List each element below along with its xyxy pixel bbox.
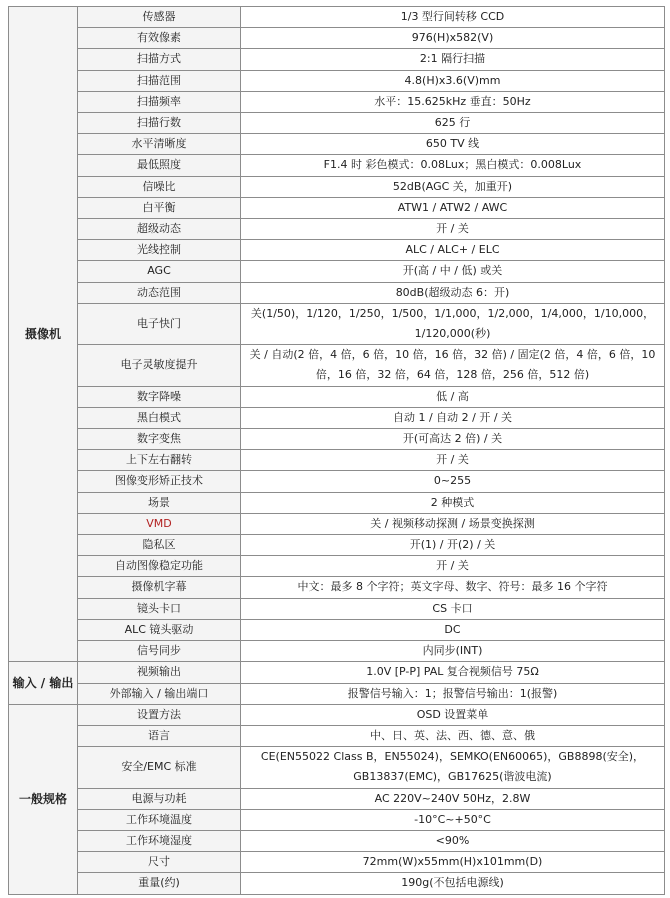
spec-label: 扫描方式 bbox=[78, 49, 241, 70]
spec-row bbox=[9, 492, 665, 513]
spec-row bbox=[9, 28, 665, 49]
spec-row bbox=[9, 155, 665, 176]
spec-label: 工作环境温度 bbox=[78, 809, 241, 830]
spec-label: 扫描范围 bbox=[78, 70, 241, 91]
spec-row bbox=[9, 386, 665, 407]
spec-value: -10°C~+50°C bbox=[241, 809, 665, 830]
spec-value: 1.0V [P-P] PAL 复合视频信号 75Ω bbox=[241, 662, 665, 683]
spec-row bbox=[9, 662, 665, 683]
spec-row bbox=[9, 852, 665, 873]
spec-value: F1.4 时 彩色模式：0.08Lux；黑白模式：0.008Lux bbox=[241, 155, 665, 176]
spec-row bbox=[9, 619, 665, 640]
spec-value: 2 种模式 bbox=[241, 492, 665, 513]
spec-label: 电子灵敏度提升 bbox=[78, 345, 241, 386]
spec-row bbox=[9, 261, 665, 282]
spec-label: ALC 镜头驱动 bbox=[78, 619, 241, 640]
spec-row bbox=[9, 725, 665, 746]
spec-label: 镜头卡口 bbox=[78, 598, 241, 619]
spec-label: 最低照度 bbox=[78, 155, 241, 176]
spec-value: 2:1 隔行扫描 bbox=[241, 49, 665, 70]
spec-row bbox=[9, 113, 665, 134]
spec-value: 650 TV 线 bbox=[241, 134, 665, 155]
spec-value: 水平：15.625kHz 垂直：50Hz bbox=[241, 91, 665, 112]
spec-label: 超级动态 bbox=[78, 219, 241, 240]
spec-row bbox=[9, 535, 665, 556]
spec-row bbox=[9, 91, 665, 112]
spec-label: 光线控制 bbox=[78, 240, 241, 261]
spec-value: OSD 设置菜单 bbox=[241, 704, 665, 725]
spec-label: AGC bbox=[78, 261, 241, 282]
spec-row bbox=[9, 345, 665, 386]
spec-label: 传感器 bbox=[78, 7, 241, 28]
spec-value: 0~255 bbox=[241, 471, 665, 492]
spec-row bbox=[9, 407, 665, 428]
spec-row bbox=[9, 7, 665, 28]
spec-row bbox=[9, 197, 665, 218]
spec-label: 扫描行数 bbox=[78, 113, 241, 134]
spec-row bbox=[9, 176, 665, 197]
spec-label: 工作环境湿度 bbox=[78, 830, 241, 851]
spec-label: 电源与功耗 bbox=[78, 788, 241, 809]
spec-label: 有效像素 bbox=[78, 28, 241, 49]
spec-label: 动态范围 bbox=[78, 282, 241, 303]
spec-value: 625 行 bbox=[241, 113, 665, 134]
spec-value: ALC / ALC+ / ELC bbox=[241, 240, 665, 261]
section-category: 摄像机 bbox=[9, 7, 78, 662]
spec-row bbox=[9, 70, 665, 91]
spec-row bbox=[9, 683, 665, 704]
spec-value: 关(1/50)，1/120，1/250，1/500，1/1,000，1/2,000，1/4,000，1/10,000，1/120,000(秒) bbox=[241, 303, 665, 344]
spec-value: 开 / 关 bbox=[241, 556, 665, 577]
spec-value: 976(H)x582(V) bbox=[241, 28, 665, 49]
spec-label: 隐私区 bbox=[78, 535, 241, 556]
spec-row bbox=[9, 219, 665, 240]
spec-value: 72mm(W)x55mm(H)x101mm(D) bbox=[241, 852, 665, 873]
spec-row bbox=[9, 641, 665, 662]
spec-value: DC bbox=[241, 619, 665, 640]
spec-label: 白平衡 bbox=[78, 197, 241, 218]
spec-value: 自动 1 / 自动 2 / 开 / 关 bbox=[241, 407, 665, 428]
spec-label: 黑白模式 bbox=[78, 407, 241, 428]
spec-label: 上下左右翻转 bbox=[78, 450, 241, 471]
spec-label: 外部输入 / 输出端口 bbox=[78, 683, 241, 704]
spec-label: 水平清晰度 bbox=[78, 134, 241, 155]
spec-row bbox=[9, 598, 665, 619]
spec-table-body bbox=[9, 7, 665, 895]
spec-label: 摄像机字幕 bbox=[78, 577, 241, 598]
spec-value: 80dB(超级动态 6：开) bbox=[241, 282, 665, 303]
spec-label: 视频输出 bbox=[78, 662, 241, 683]
spec-label: 电子快门 bbox=[78, 303, 241, 344]
section-category: 输入 / 输出 bbox=[9, 662, 78, 704]
spec-label: 数字降噪 bbox=[78, 386, 241, 407]
spec-value: 开 / 关 bbox=[241, 450, 665, 471]
spec-row bbox=[9, 429, 665, 450]
spec-row bbox=[9, 282, 665, 303]
spec-value: 开(可高达 2 倍) / 关 bbox=[241, 429, 665, 450]
spec-value: ATW1 / ATW2 / AWC bbox=[241, 197, 665, 218]
spec-row bbox=[9, 873, 665, 894]
section-category: 一般规格 bbox=[9, 704, 78, 894]
spec-table bbox=[8, 6, 665, 895]
spec-row bbox=[9, 134, 665, 155]
spec-value: CS 卡口 bbox=[241, 598, 665, 619]
spec-value: 报警信号输入：1；报警信号输出：1(报警) bbox=[241, 683, 665, 704]
spec-label: 尺寸 bbox=[78, 852, 241, 873]
spec-value: 关 / 视频移动探测 / 场景变换探测 bbox=[241, 513, 665, 534]
spec-label: VMD bbox=[78, 513, 241, 534]
spec-value: 开(高 / 中 / 低) 或关 bbox=[241, 261, 665, 282]
spec-row bbox=[9, 450, 665, 471]
spec-row bbox=[9, 49, 665, 70]
spec-label: 场景 bbox=[78, 492, 241, 513]
spec-value: 4.8(H)x3.6(V)mm bbox=[241, 70, 665, 91]
spec-label: 自动图像稳定功能 bbox=[78, 556, 241, 577]
spec-label: 信号同步 bbox=[78, 641, 241, 662]
spec-row bbox=[9, 556, 665, 577]
spec-label: 语言 bbox=[78, 725, 241, 746]
spec-row bbox=[9, 788, 665, 809]
spec-value: 中、日、英、法、西、德、意、俄 bbox=[241, 725, 665, 746]
spec-label: 信噪比 bbox=[78, 176, 241, 197]
spec-label: 数字变焦 bbox=[78, 429, 241, 450]
spec-label: 重量(约) bbox=[78, 873, 241, 894]
spec-label: 图像变形矫正技术 bbox=[78, 471, 241, 492]
spec-label: 设置方法 bbox=[78, 704, 241, 725]
spec-value: CE(EN55022 Class B，EN55024)，SEMKO(EN60065)，GB8898(安全)，GB13837(EMC)，GB17625(谐波电流) bbox=[241, 747, 665, 788]
spec-value: 开(1) / 开(2) / 关 bbox=[241, 535, 665, 556]
spec-value: 中文：最多 8 个字符；英文字母、数字、符号：最多 16 个字符 bbox=[241, 577, 665, 598]
spec-value: 52dB(AGC 关，加重开) bbox=[241, 176, 665, 197]
spec-label: 安全/EMC 标准 bbox=[78, 747, 241, 788]
spec-value: 190g(不包括电源线) bbox=[241, 873, 665, 894]
spec-value: 低 / 高 bbox=[241, 386, 665, 407]
spec-row bbox=[9, 513, 665, 534]
spec-row bbox=[9, 303, 665, 344]
spec-row bbox=[9, 809, 665, 830]
spec-value: AC 220V~240V 50Hz，2.8W bbox=[241, 788, 665, 809]
spec-value: <90% bbox=[241, 830, 665, 851]
spec-value: 1/3 型行间转移 CCD bbox=[241, 7, 665, 28]
spec-row bbox=[9, 240, 665, 261]
spec-row bbox=[9, 577, 665, 598]
spec-row bbox=[9, 747, 665, 788]
spec-row bbox=[9, 830, 665, 851]
spec-value: 关 / 自动(2 倍，4 倍，6 倍，10 倍，16 倍，32 倍) / 固定(2 倍，4 倍，6 倍，10 倍，16 倍，32 倍，64 倍，128 倍，256 倍，512 倍) bbox=[241, 345, 665, 386]
spec-label: 扫描频率 bbox=[78, 91, 241, 112]
spec-value: 内同步(INT) bbox=[241, 641, 665, 662]
spec-row bbox=[9, 704, 665, 725]
spec-value: 开 / 关 bbox=[241, 219, 665, 240]
spec-row bbox=[9, 471, 665, 492]
